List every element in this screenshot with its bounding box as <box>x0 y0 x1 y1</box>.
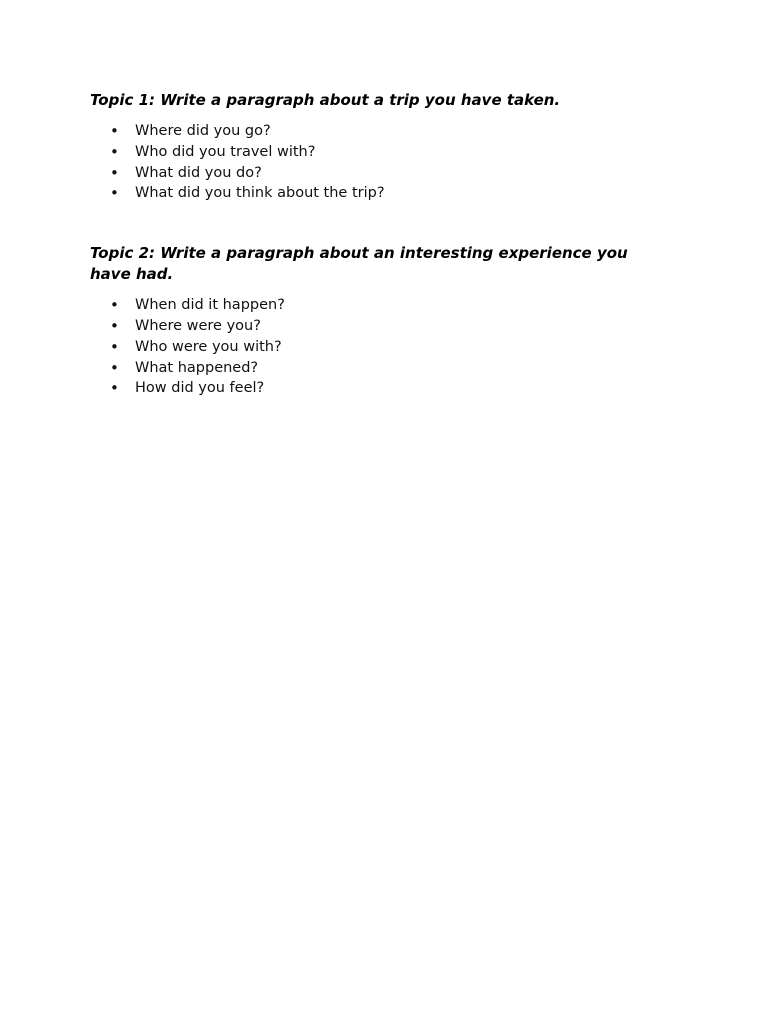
list-item <box>90 183 650 204</box>
question-text: Where did you go? <box>135 123 271 139</box>
topic-2-question-list <box>90 295 650 399</box>
bullet-icon: • <box>110 163 119 182</box>
list-item <box>90 163 650 184</box>
bullet-icon: • <box>110 379 119 398</box>
question-text: When did it happen? <box>135 297 285 314</box>
question-text: Who did you travel with? <box>135 143 316 160</box>
topic-2-title: Topic 2: Write a paragraph about an interesting experience you have had. <box>90 244 628 284</box>
bullet-icon: • <box>110 142 119 161</box>
question-text: Where were you? <box>135 317 261 334</box>
list-item <box>90 316 650 337</box>
list-item <box>90 337 650 358</box>
question-text: What happened? <box>135 359 259 376</box>
topic-1-question-list <box>90 121 650 204</box>
bullet-icon: • <box>110 122 119 140</box>
bullet-icon: • <box>110 184 119 203</box>
question-text: How did you feel? <box>135 380 265 397</box>
bullet-icon: • <box>110 337 119 356</box>
list-item <box>90 121 650 142</box>
topic-1-title: Topic 1: Write a paragraph about a trip you have taken. <box>90 91 561 109</box>
bullet-icon: • <box>110 358 119 377</box>
question-text: What did you think about the trip? <box>135 185 385 202</box>
document-page <box>90 90 650 399</box>
topic-2-section <box>90 243 650 399</box>
list-item <box>90 378 650 399</box>
list-item <box>90 295 650 316</box>
bullet-icon: • <box>110 296 119 315</box>
question-text: Who were you with? <box>135 338 282 355</box>
bullet-icon: • <box>110 316 119 335</box>
topic-1-section <box>90 90 650 204</box>
question-text: What did you do? <box>135 164 262 181</box>
list-item <box>90 142 650 163</box>
list-item <box>90 358 650 379</box>
